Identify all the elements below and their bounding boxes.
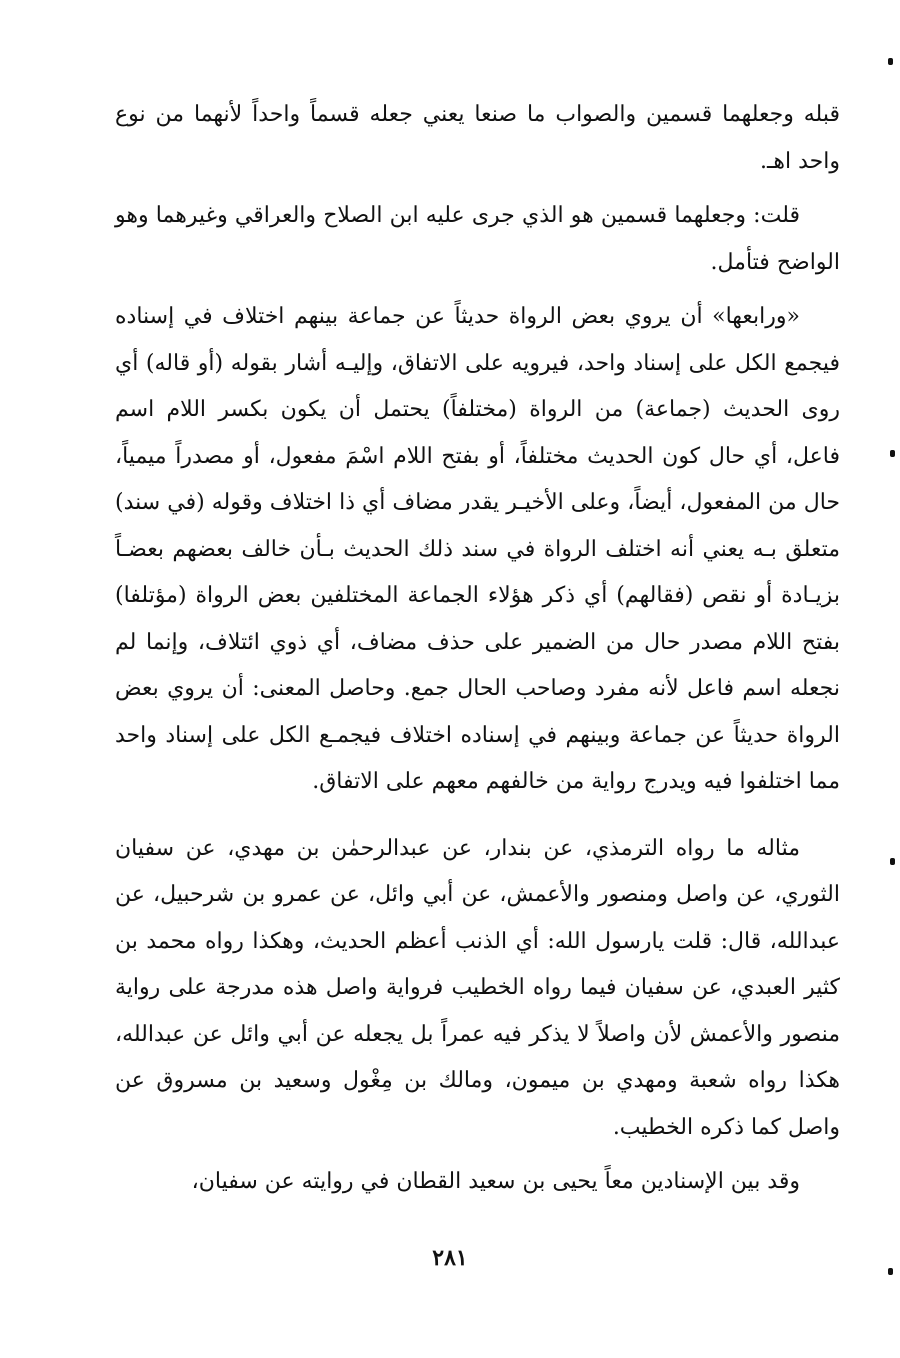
margin-mark-top [888,58,893,65]
paragraph-4: مثاله ما رواه الترمذي، عن بندار، عن عبدالرحمٰن بن مهدي، عن سفيان الثوري، عن واصل ومنصور والأعمش، عن أبي وائل، عن عمرو بن شرحبيل، عن عبدالله، قال: قلت يارسول الله: أي الذنب أعظم الحديث، وهكذا رواه محمد بن كثير العبدي، عن سفيان فيما رواه الخطيب فرواية واصل هذه مدرجة على رواية منصور والأعمش لأن واصلاً لا يذكر فيه عمراً بل يجعله عن أبي وائل عن عبدالله، هكذا رواه شعبة ومهدي بن ميمون، ومالك بن مِغْول وسعيد بن مسروق عن واصل كما ذكره الخطيب. [115,835,840,1140]
paragraph-5: وقد بين الإسنادين معاً يحيى بن سعيد القطان في روايته عن سفيان، [191,1169,800,1194]
margin-mark-lower [890,858,895,865]
paragraph-3: «ورابعها» أن يروي بعض الرواة حديثاً عن جماعة بينهم اختلاف في إسناده فيجمع الكل على إسناد واحد، فيرويه على الاتفاق، وإليـه أشار بقوله (أو قاله) أي روى الحديث (جماعة) من الرواة (مختلفاً) يحتمل أن يكون بكسر اللام اسم فاعل، أي حال كون الحديث مختلفاً، أو بفتح اللام اسْمَ مفعول، أو مصدراً ميمياً، حال من المفعول، أيضاً، وعلى الأخيـر يقدر مضاف أي ذا اختلاف وقوله (في سند) متعلق بـه يعني أنه اختلف الرواة في سند ذلك الحديث بـأن خالف بعضهم بعضـاً بزيـادة أو نقص (فقالهم) أي ذكر هؤلاء الجماعة المختلفين بعض الرواة (مؤتلفا) بفتح اللام مصدر حال من الضمير على حذف مضاف، أي ذوي ائتلاف، وإنما لم نجعله اسم فاعل لأنه مفرد وصاحب الحال جمع. وحاصل المعنى: أن يروي بعض الرواة حديثاً عن جماعة وبينهم في إسناده اختلاف فيجمـع الكل على إسناد واحد مما اختلفوا فيه ويدرج رواية من خالفهم معهم على الاتفاق. [115,304,840,794]
margin-mark-middle [890,450,895,457]
page-number: ٢٨١ [432,1245,468,1271]
page-body [115,92,840,1272]
paragraph-1: قبله وجعلهما قسمين والصواب ما صنعا يعني جعله قسماً واحداً لأنهما من نوع واحد اهـ. [115,102,840,174]
margin-mark-bottom [888,1268,893,1275]
paragraph-2: قلت: وجعلهما قسمين هو الذي جرى عليه ابن الصلاح والعراقي وغيرهما وهو الواضح فتأمل. [115,203,840,275]
